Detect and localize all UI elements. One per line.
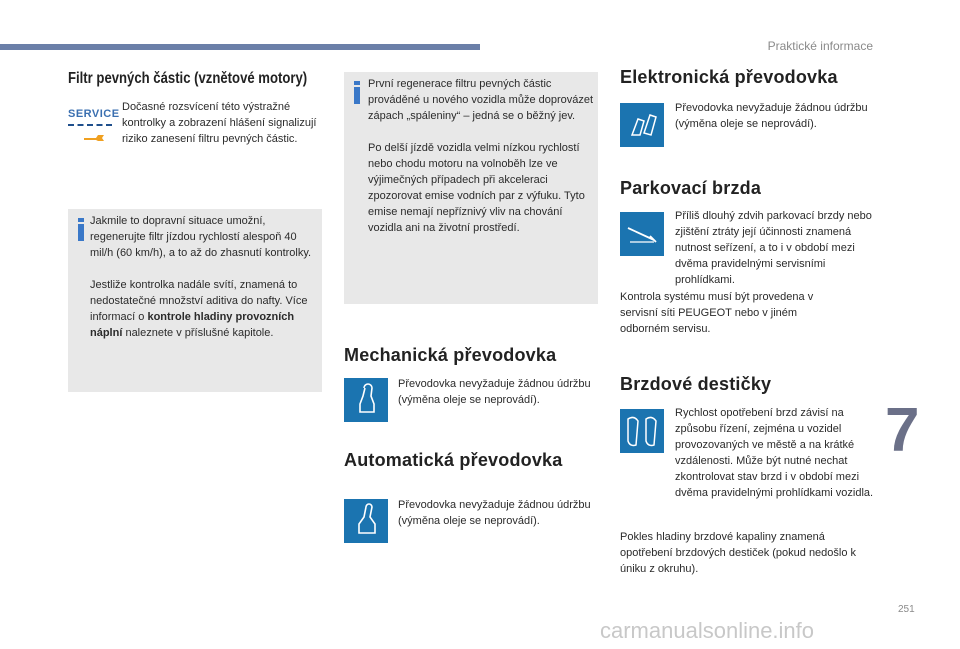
- chapter-number: 7: [885, 396, 920, 465]
- dpf-info-box: [68, 209, 322, 392]
- brake-pads-text: Rychlost opotřebení brzd závisí na způsobu řízení, zejména u vozidel provozovaných ve městě a na krátké vzdálenosti. Může být nutné nechat zkontrolovat stav brzd i v období mezi dvěma pravidelnými prohlídkami vozidla.: [675, 407, 874, 499]
- brake-pads-heading: Brzdové destičky: [620, 374, 772, 394]
- dpf-info-text-1: Jakmile to dopravní situace umožní, regenerujte filtr jízdou rychlostí alespoň 40 mil/h (60 km/h), a to až do zhasnutí kontrolky.: [90, 215, 312, 259]
- manual-gearbox-text: Převodovka nevyžaduje žádnou údržbu (výměna oleje se neprovádí).: [398, 378, 591, 406]
- electronic-gearbox-heading: Elektronická převodovka: [620, 67, 838, 87]
- info-icon: [354, 81, 360, 104]
- regeneration-text-2: Po delší jízdě vozidla velmi nízkou rychlostí nebo chodu motoru na volnoběh lze ve výjimečných případech při akceleraci zpozorovat emise vodních par z výfuku. Tyto emise nemají nepříznivý vliv na chování vozidla ani na životní prostředí.: [368, 142, 585, 234]
- header-bar: [0, 44, 480, 50]
- regeneration-info-box: [344, 72, 598, 304]
- parking-brake-text: Příliš dlouhý zdvih parkovací brzdy nebo zjištění ztráty její účinnosti znamená nutnost seřízení, a to i v období mezi dvěma pravidelnými servisními prohlídkami.: [675, 210, 872, 286]
- brake-pads-note: Pokles hladiny brzdové kapaliny znamená opotřebení brzdových destiček (pokud nedošlo k úniku z okruhu).: [620, 531, 857, 575]
- dpf-heading: Filtr pevných částic (vznětové motory): [68, 70, 308, 87]
- info-icon: [78, 218, 84, 241]
- parking-brake-heading: Parkovací brzda: [620, 178, 762, 198]
- parking-brake-icon: [620, 212, 664, 256]
- automatic-gearbox-heading: Automatická převodovka: [344, 450, 563, 470]
- manual-gearbox-icon: [344, 378, 388, 422]
- automatic-gearbox-text: Převodovka nevyžaduje žádnou údržbu (výměna oleje se neprovádí).: [398, 499, 591, 527]
- parking-brake-note: Kontrola systému musí být provedena v servisní síti PEUGEOT nebo v jiném odborném servisu.: [620, 291, 814, 335]
- dpf-intro-text: Dočasné rozsvícení této výstražné kontrolky a zobrazení hlášení signalizují riziko zanesení filtru pevných částic.: [122, 101, 317, 145]
- service-wrench-icon: [68, 108, 120, 148]
- fluid-levels-link: kontrole hladiny provozních náplní: [90, 311, 295, 339]
- watermark: carmanualsonline.info: [600, 618, 815, 643]
- manual-gearbox-heading: Mechanická převodovka: [344, 345, 557, 365]
- wrench-icon: [82, 129, 106, 143]
- brake-pads-icon: [620, 409, 664, 453]
- dpf-info-text-2: Jestliže kontrolka nadále svítí, znamená to nedostatečné množství aditiva do nafty. Více informací o kontrole hladiny provozních náplní naleznete v příslušné kapitole.: [90, 279, 308, 339]
- section-title: Praktické informace: [767, 39, 873, 53]
- service-word: SERVICE: [68, 108, 120, 120]
- electronic-gearbox-text: Převodovka nevyžaduje žádnou údržbu (výměna oleje se neprovádí).: [675, 102, 868, 130]
- electronic-gearbox-icon: [620, 103, 664, 147]
- automatic-gearbox-icon: [344, 499, 388, 543]
- page-number: 251: [898, 604, 915, 615]
- regeneration-text-1: První regenerace filtru pevných částic prováděné u nového vozidla může doprovázet zápach „spáleniny“ – jedná se o běžný jev.: [368, 78, 594, 122]
- service-dash: [68, 124, 112, 126]
